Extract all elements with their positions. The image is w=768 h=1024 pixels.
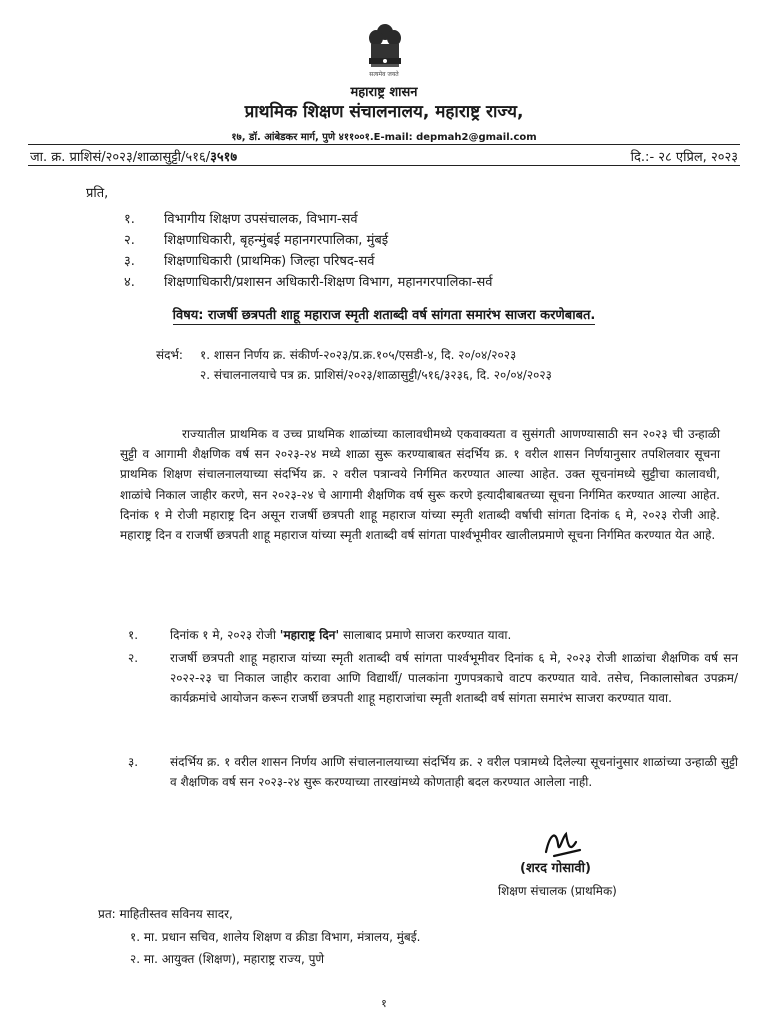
letter-date: दि.:- २८ एप्रिल, २०२३ [630, 150, 738, 165]
references-label: संदर्भ: [156, 348, 183, 362]
reference-divider [28, 165, 740, 166]
copy-to-label: प्रत: माहितीस्तव सविनय सादर, [98, 907, 233, 921]
letter-subject: विषय: राजर्षी छत्रपती शाहू महाराज स्मृती शताब्दी वर्ष सांगता समारंभ साजरा करणेबाबत. [172, 308, 596, 323]
header-divider [28, 144, 740, 145]
government-name: महाराष्ट्र शासन [350, 85, 418, 100]
reference-number: जा. क्र. प्राशिसं/२०२३/शाळासुट्टी/५१६/३५१७ [30, 150, 238, 165]
maharashtra-day-emphasis: 'महाराष्ट्र दिन' [279, 628, 340, 642]
body-paragraph: राज्यातील प्राथमिक व उच्च प्राथमिक शाळांच्या कालावधीमध्ये एकवाक्यता व सुसंगती आणण्यासाठी सन २०२३ ची उन्हाळी सुट्टी व आगामी शैक्षणिक वर्ष सन २०२३-२४ मध्ये शाळा सुरू करण्याबाबत संदर्भिय क्र. १ वरील शासन निर्णयानुसार तपशिलवार सूचना प्राथमिक शिक्षण संचालनालयाच्या संदर्भिय क्र. २ वरील पत्रान्वये निर्गमित करण्यात आल्या आहेत. उक्त सूचनांमध्ये सुट्टीचा कालावधी, शाळांचे निकाल जाहीर करणे, सन २०२३-२४ चे आगामी शैक्षणिक वर्ष सुरू करणे इत्यादीबाबतच्या सूचना निर्गमित करण्यात आल्या आहेत. दिनांक १ मे रोजी महाराष्ट्र दिन असून राजर्षी छत्रपती शाहू महाराज यांच्या स्मृती शताब्दी वर्षाची सांगता दिनांक ६ मे, २०२३ रोजी आहे. महाराष्ट्र दिन व राजर्षी छत्रपती शाहू महाराज यांच्या स्मृती शताब्दी वर्ष सांगता पार्श्वभूमीवर खालीलप्रमाणे सूचना निर्गमित करण्यात येत आहे. [120, 427, 720, 543]
copy-to-item: १. मा. प्रधान सचिव, शालेय शिक्षण व क्रीडा विभाग, मंत्रालय, मुंबई. [130, 930, 421, 944]
office-name: प्राथमिक शिक्षण संचालनालय, महाराष्ट्र राज्य, [244, 102, 524, 122]
copy-to-item: २. मा. आयुक्त (शिक्षण), महाराष्ट्र राज्य, पुणे [130, 952, 325, 966]
signatory-name: (शरद गोसावी) [520, 861, 591, 876]
signatory-designation: शिक्षण संचालक (प्राथमिक) [498, 884, 617, 898]
emblem-motto: सत्यमेव जयते [369, 71, 399, 78]
page-number: १ [381, 997, 387, 1010]
reference-item: २. संचालनालयाचे पत्र क्र. प्राशिसं/२०२३/शाळासुट्टी/५१६/३२३६, दि. २०/०४/२०२३ [200, 368, 552, 382]
reference-number-handwritten: ३५१७ [210, 150, 238, 165]
office-address: १७, डॉ. आंबेडकर मार्ग, पुणे ४११००१.E-mail: depmah2@gmail.com [231, 132, 537, 143]
handwritten-signature [540, 826, 584, 862]
recipients-label: प्रति, [86, 186, 109, 201]
reference-item: १. शासन निर्णय क्र. संकीर्ण-२०२३/प्र.क्र.१०५/एसडी-४, दि. २०/०४/२०२३ [200, 348, 517, 362]
